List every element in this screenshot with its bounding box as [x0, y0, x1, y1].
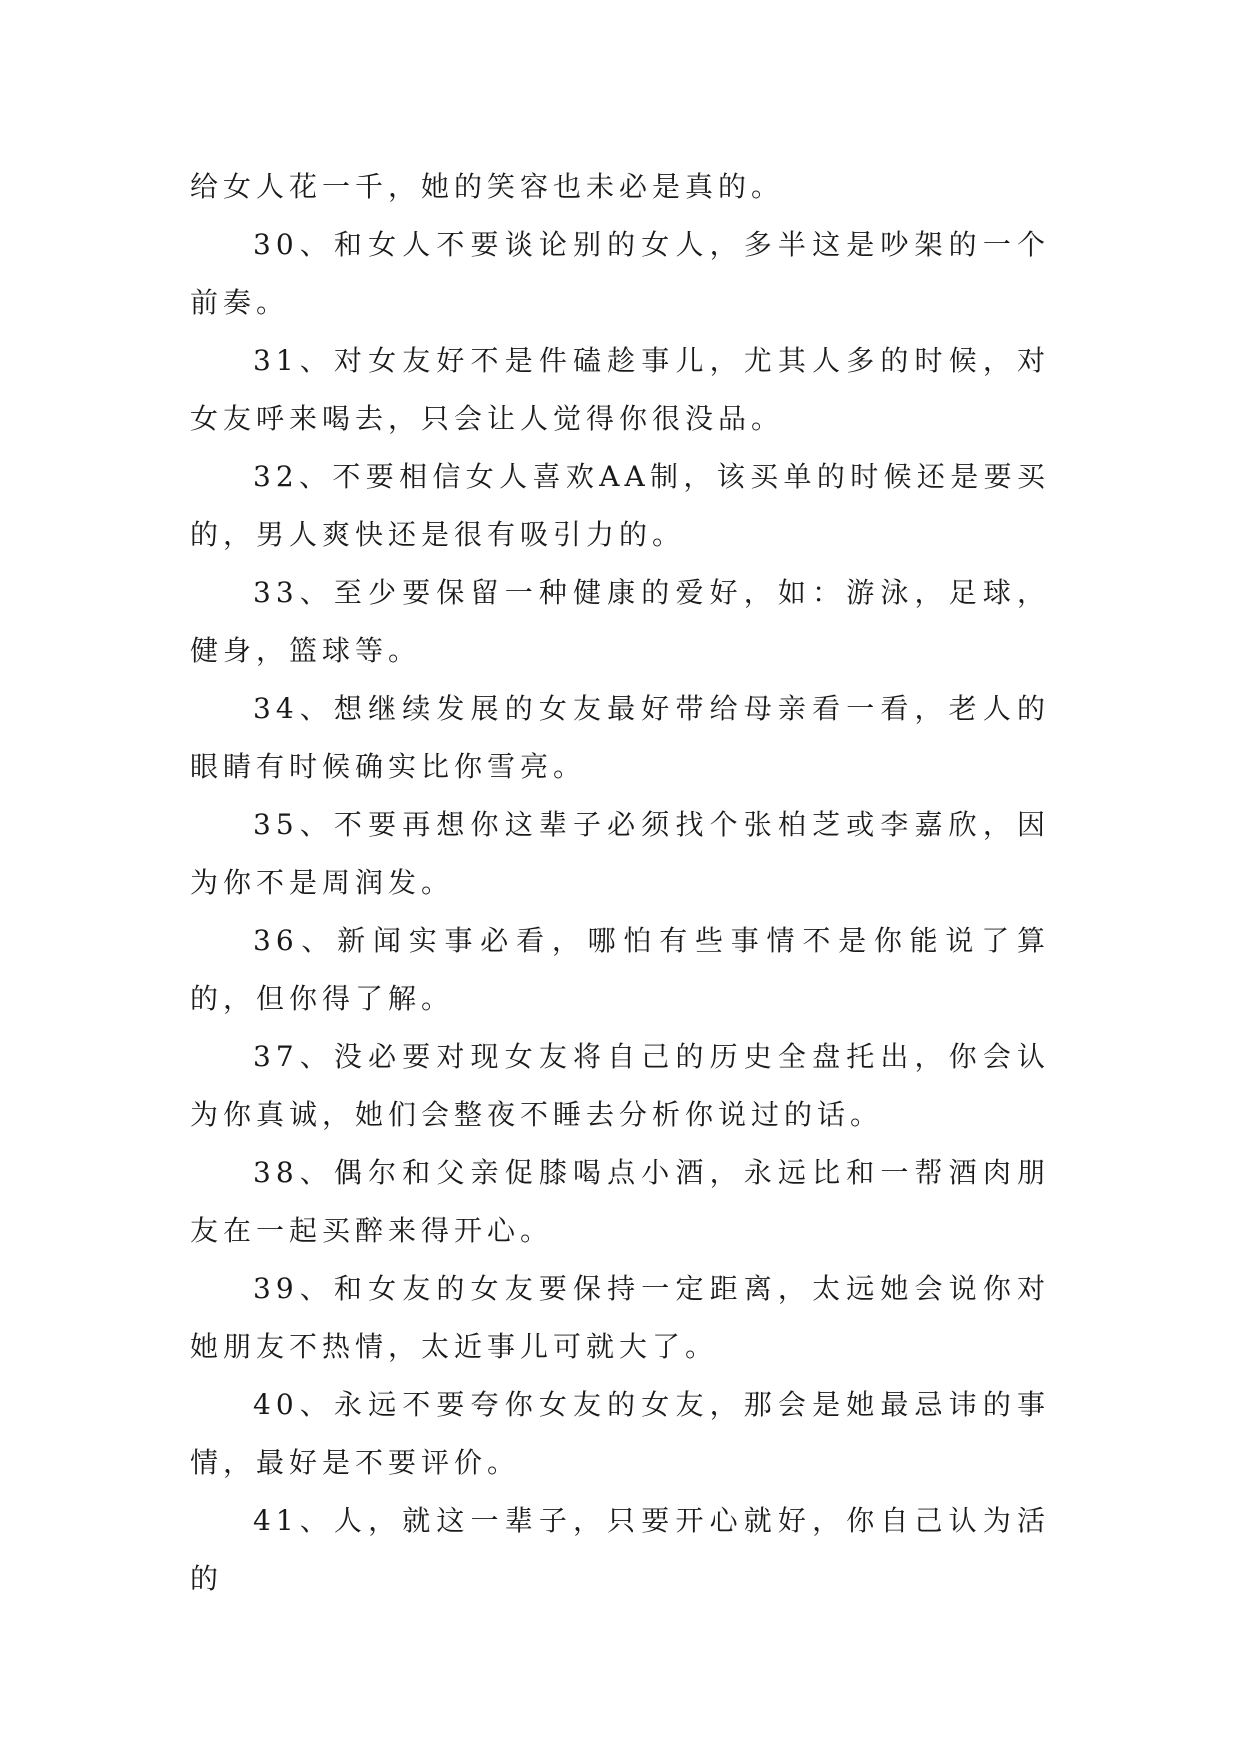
paragraph: 给女人花一千，她的笑容也未必是真的。 — [190, 170, 785, 203]
paragraph: 34、想继续发展的女友最好带给母亲看一看，老人的眼睛有时候确实比你雪亮。 — [190, 692, 1050, 783]
paragraph: 31、对女友好不是件磕趁事儿，尤其人多的时候，对女友呼来喝去，只会让人觉得你很没品。 — [190, 344, 1050, 435]
paragraph: 40、永远不要夸你女友的女友，那会是她最忌讳的事情，最好是不要评价。 — [190, 1388, 1050, 1479]
paragraph: 30、和女人不要谈论别的女人，多半这是吵架的一个前奏。 — [190, 228, 1050, 319]
paragraph: 32、不要相信女人喜欢AA制，该买单的时候还是要买的，男人爽快还是很有吸引力的。 — [190, 460, 1050, 551]
paragraph: 35、不要再想你这辈子必须找个张柏芝或李嘉欣，因为你不是周润发。 — [190, 808, 1050, 899]
paragraph: 36、新闻实事必看，哪怕有些事情不是你能说了算的，但你得了解。 — [190, 924, 1050, 1015]
paragraph: 41、人，就这一辈子，只要开心就好，你自己认为活的 — [190, 1504, 1050, 1595]
paragraph: 33、至少要保留一种健康的爱好，如：游泳，足球，健身，篮球等。 — [190, 576, 1050, 667]
paragraph: 39、和女友的女友要保持一定距离，太远她会说你对她朋友不热情，太近事儿可就大了。 — [190, 1272, 1050, 1363]
document-body — [190, 158, 1050, 1608]
paragraph: 38、偶尔和父亲促膝喝点小酒，永远比和一帮酒肉朋友在一起买醉来得开心。 — [190, 1156, 1050, 1247]
paragraph: 37、没必要对现女友将自己的历史全盘托出，你会认为你真诚，她们会整夜不睡去分析你说过的话。 — [190, 1040, 1050, 1131]
